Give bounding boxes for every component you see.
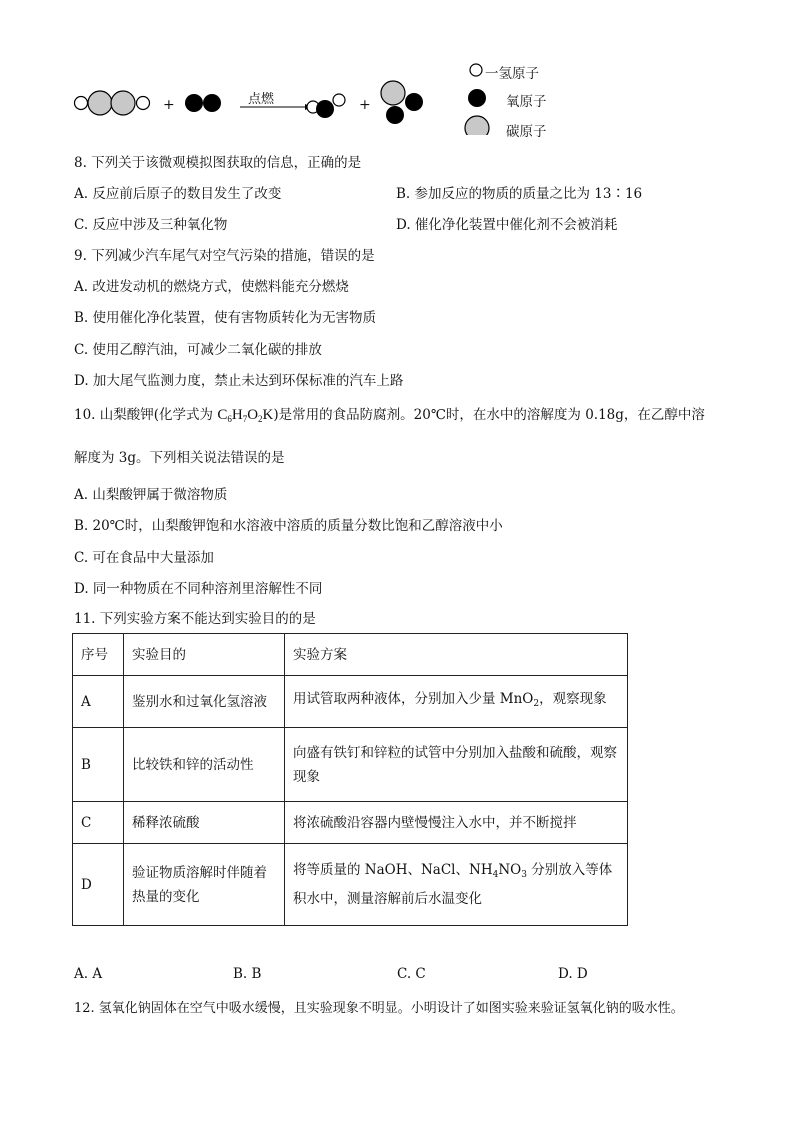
table-cell-plan: 用试管取两种液体，分别加入少量 MnO$_2$，观察现象 (285, 676, 628, 728)
table-cell-id: A (73, 676, 124, 728)
oxygen-atom (405, 93, 423, 111)
table-cell-plan: 将等质量的 NaOH、NaCl、$NH_4NO_3$ 分别放入等体积水中，测量溶解前后水温变化 (285, 844, 628, 926)
question-11-option-c: C. C (397, 966, 426, 982)
table-header-row (73, 634, 628, 676)
question-9-option-d: D. 加大尾气监测力度，禁止未达到环保标准的汽车上路 (74, 373, 404, 389)
table-cell-purpose: 比较铁和锌的活动性 (124, 728, 285, 802)
plus-sign: + (359, 97, 371, 113)
table-cell-id: D (73, 844, 124, 926)
question-10-stem-line-1: 10. 山梨酸钾(化学式为 $C_6H_7O_2K$)是常用的食品防腐剂。20℃时，在水中的溶解度为 0.18g，在乙醇中溶 (74, 407, 705, 424)
table-row (73, 844, 628, 926)
question-8-option-c: C. 反应中涉及三种氧化物 (74, 217, 228, 233)
table-row (73, 728, 628, 802)
carbon-atom (88, 91, 112, 115)
table-cell-purpose: 稀释浓硫酸 (124, 802, 285, 844)
question-11-option-b: B. B (233, 966, 262, 982)
question-8-option-a: A. 反应前后原子的数目发生了改变 (74, 186, 282, 202)
question-10-option-d: D. 同一种物质在不同种溶剂里溶解性不同 (74, 581, 323, 597)
arrow-label: 点燃 (248, 92, 275, 107)
product-molecule-co2 (381, 81, 423, 124)
table-row (73, 802, 628, 844)
question-9-option-c: C. 使用乙醇汽油，可减少二氧化碳的排放 (74, 342, 322, 358)
question-9-option-b: B. 使用催化净化装置，使有害物质转化为无害物质 (74, 310, 377, 326)
header-cell: 实验目的 (124, 634, 285, 676)
table-row (73, 676, 628, 728)
question-10-option-c: C. 可在食品中大量添加 (74, 550, 214, 566)
legend-oxygen-icon (468, 89, 486, 107)
plus-sign: + (163, 97, 175, 113)
question-8-option-d: D. 催化净化装置中催化剂不会被消耗 (396, 217, 618, 233)
hydrogen-atom (333, 94, 345, 106)
header-cell: 实验方案 (285, 634, 628, 676)
question-10-option-b: B. 20℃时，山梨酸钾饱和水溶液中溶质的质量分数比饱和乙醇溶液中小 (74, 518, 503, 534)
hydrogen-atom (75, 97, 88, 110)
reactant-molecule-o2 (185, 94, 221, 112)
question-8-option-b: B. 参加反应的物质的质量之比为 13∶16 (396, 186, 643, 202)
question-9-option-a: A. 改进发动机的燃烧方式，使燃料能充分燃烧 (74, 279, 349, 295)
experiment-table (72, 633, 628, 926)
oxygen-atom (185, 94, 203, 112)
question-9-stem: 9. 下列减少汽车尾气对空气污染的措施，错误的是 (74, 248, 375, 264)
question-12-stem: 12. 氢氧化钠固体在空气中吸水缓慢，且实验现象不明显。小明设计了如图实验来验证氢氧化钠的吸水性。 (74, 1001, 684, 1016)
table-cell-id: B (73, 728, 124, 802)
header-cell: 序号 (73, 634, 124, 676)
question-10-option-a: A. 山梨酸钾属于微溶物质 (74, 487, 228, 503)
reactant-molecule-c2h2 (75, 91, 150, 115)
oxygen-atom (316, 100, 334, 118)
carbon-atom (111, 91, 135, 115)
question-11-stem: 11. 下列实验方案不能达到实验目的的是 (74, 611, 316, 627)
table-cell-id: C (73, 802, 124, 844)
chemical-formula: $C_6H_7O_2K$ (217, 407, 274, 424)
question-10-stem-line-2: 解度为 3g。下列相关说法错误的是 (74, 450, 285, 466)
table-cell-plan: 将浓硫酸沿容器内壁慢慢注入水中，并不断搅拌 (285, 802, 628, 844)
legend-hydrogen-icon (470, 64, 482, 76)
legend-oxygen-label: 氧原子 (506, 94, 547, 110)
legend-carbon-label: 碳原子 (506, 124, 547, 140)
product-molecule-h2o (307, 94, 345, 118)
oxygen-atom (386, 106, 404, 124)
legend-hydrogen-label: 一氢原子 (485, 66, 539, 82)
oxygen-atom (203, 94, 221, 112)
question-8-stem: 8. 下列关于该微观模拟图获取的信息，正确的是 (74, 155, 362, 171)
question-11-option-a: A. A (74, 966, 103, 982)
table-cell-purpose: 鉴别水和过氧化氢溶液 (124, 676, 285, 728)
legend-carbon-icon (465, 116, 489, 135)
hydrogen-atom (137, 97, 150, 110)
carbon-atom (381, 81, 405, 105)
question-11-option-d: D. D (558, 966, 588, 982)
table-cell-plan: 向盛有铁钉和锌粒的试管中分别加入盐酸和硫酸，观察现象 (285, 728, 628, 802)
table-cell-purpose: 验证物质溶解时伴随着热量的变化 (124, 844, 285, 926)
